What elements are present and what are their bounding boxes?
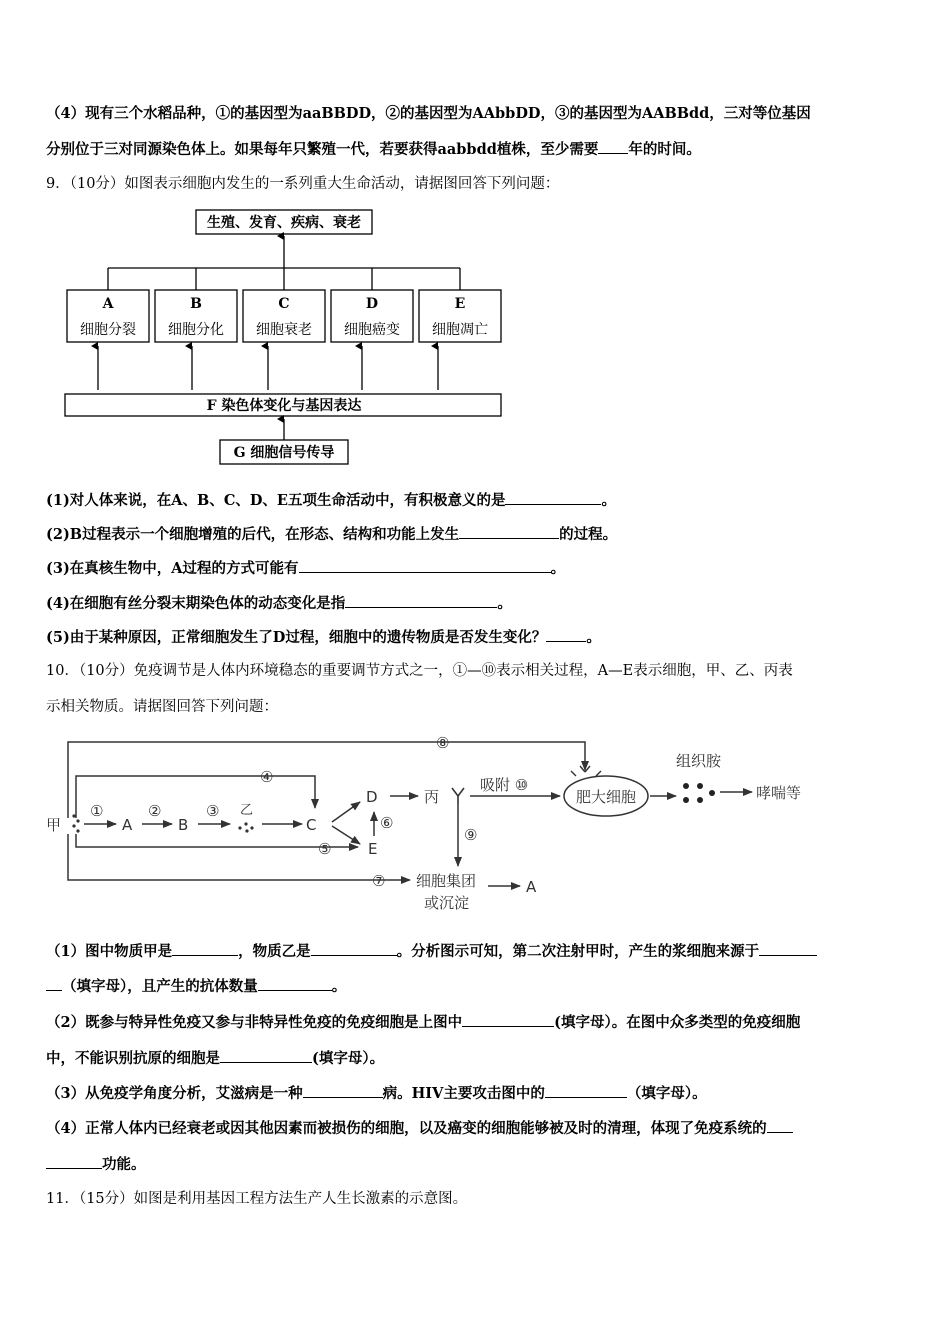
q10-sub2-text-c: 中，不能识别抗原的细胞是 [46,1050,220,1067]
box-b [155,290,237,342]
answer-blank[interactable] [545,1083,627,1098]
answer-blank[interactable] [299,558,551,573]
q9-sub4-post: 。 [497,595,512,612]
box-a [67,290,149,342]
step-7: ⑦ [372,872,386,890]
label-adsorb: 吸附 ⑩ [480,776,529,794]
substance-yi-dots [238,822,253,832]
q10-stem-line2: 示相关物质。请据图回答下列问题： [46,699,278,715]
q8-part4-line1: （4）现有三个水稻品种，①的基因型为aaBBDD，②的基因型为AAbbDD，③的基因型为AABBdd，三对等位基因 [46,105,811,122]
label-a: A [122,816,133,834]
q9-sub3-post: 。 [550,560,566,577]
answer-blank[interactable] [303,1083,383,1098]
q9-sub5-post: 。 [586,629,601,646]
label-d: D [366,788,378,806]
step-1: ① [90,802,104,820]
box-label: 细胞分化 [168,322,224,338]
q10-sub3-text-b: 病。HIV主要攻击图中的 [382,1085,545,1102]
box-label: 细胞分裂 [80,322,136,338]
q10-stem-line1: 10．（10分）免疫调节是人体内环境稳态的重要调节方式之一，①—⑩表示相关过程，A—E表示细胞，甲、乙、丙表 [46,663,793,679]
q9-sub5-text: (5)由于某种原因，正常细胞发生了D过程，细胞中的遗传物质是否发生变化？ [46,629,547,646]
answer-blank[interactable] [598,139,628,154]
q9-sub4 [46,593,512,614]
box-letter: B [190,296,202,312]
q10-immune-diagram [40,728,840,918]
answer-blank[interactable] [220,1048,312,1063]
q10-sub3 [46,1083,707,1104]
answer-blank[interactable] [258,976,332,991]
step-8: ⑧ [436,734,450,752]
step-3: ③ [206,802,220,820]
box-label: 细胞癌变 [344,322,400,338]
q10-sub1-text-e: 。 [331,978,347,995]
antibody-icon [452,788,464,804]
step-2: ② [148,802,162,820]
q9-sub4-text: (4)在细胞有丝分裂末期染色体的动态变化是指 [46,595,346,612]
box-label: 细胞凋亡 [432,322,488,338]
q8-part4-post: 年的时间。 [628,141,701,158]
box-label: 细胞衰老 [256,322,312,338]
q10-sub1-line1 [46,941,817,962]
q8-part4-pre: 分别位于三对同源染色体上。如果每年只繁殖一代，若要获得aabbdd植株，至少需要 [46,141,599,158]
q10-sub4-text-a: （4）正常人体内已经衰老或因其他因素而被损伤的细胞，以及癌变的细胞能够被及时的清理，体现了免疫系统的 [46,1120,767,1137]
answer-blank[interactable] [172,941,238,956]
q10-sub3-text-a: （3）从免疫学角度分析，艾滋病是一种 [46,1085,303,1102]
q9-sub2-post: 的过程。 [559,526,618,543]
step-9: ⑨ [464,826,478,844]
q10-sub2-line2 [46,1048,384,1069]
receptor-icon [571,766,601,776]
answer-blank[interactable] [311,941,397,956]
step-4: ④ [260,768,274,786]
box-c [243,290,325,342]
q10-sub2-text-d: (填字母）。 [312,1050,385,1067]
step-5: ⑤ [318,840,332,858]
label-c: C [306,816,317,834]
q10-sub1-text-d: （填字母），且产生的抗体数量 [62,978,258,995]
label-cluster-2: 或沉淀 [424,894,470,912]
answer-blank[interactable] [46,1154,102,1169]
q10-sub1-text-a: （1）图中物质甲是 [46,943,173,960]
box-letter: A [102,296,114,312]
label-jia: 甲 [46,816,62,834]
q10-sub2-text-b: (填字母）。在图中众多类型的免疫细胞 [554,1014,801,1031]
answer-blank[interactable] [759,941,817,956]
q10-sub2-line1 [46,1012,800,1033]
answer-blank[interactable] [459,524,559,539]
box-letter: E [454,296,466,312]
g-box-label: G 细胞信号传导 [233,445,335,461]
q10-sub4-text-b: 功能。 [102,1156,146,1173]
box-letter: C [278,296,290,312]
q9-sub3-text: (3)在真核生物中，A过程的方式可能有 [46,560,299,577]
label-e: E [368,840,378,858]
step-6: ⑥ [380,814,394,832]
answer-blank[interactable] [767,1118,793,1133]
q9-sub5 [46,627,601,648]
box-letter: D [365,296,379,312]
label-asthma: 哮喘等 [756,784,802,802]
q10-sub1-line2 [46,976,346,997]
q9-stem: 9．（10分）如图表示细胞内发生的一系列重大生命活动，请据图回答下列问题： [46,176,560,192]
q9-sub2-text: (2)B过程表示一个细胞增殖的后代，在形态、结构和功能上发生 [46,526,460,543]
mast-cell-label: 肥大细胞 [575,788,637,806]
answer-blank[interactable] [462,1012,554,1027]
q9-sub2 [46,524,617,545]
q10-sub4-line2 [46,1154,146,1175]
q10-sub1-text-c: 。分析图示可知，第二次注射甲时，产生的浆细胞来源于 [396,943,760,960]
q10-sub3-text-c: （填字母）。 [626,1085,707,1102]
q10-sub2-text-a: （2）既参与特异性免疫又参与非特异性免疫的免疫细胞是上图中 [46,1014,463,1031]
q11-stem: 11．（15分）如图是利用基因工程方法生产人生长激素的示意图。 [46,1191,468,1207]
label-b: B [178,816,189,834]
q9-sub1-text: (1)对人体来说，在A、B、C、D、E五项生命活动中，有积极意义的是 [46,492,506,509]
f-box-label: F 染色体变化与基因表达 [206,398,362,414]
box-d [331,290,413,342]
label-bing: 丙 [424,788,440,806]
label-histamine: 组织胺 [676,752,722,770]
box-e [419,290,501,342]
q9-life-activities-diagram [60,200,510,470]
answer-blank[interactable] [46,976,62,991]
answer-blank[interactable] [345,593,497,608]
answer-blank[interactable] [546,627,586,642]
q10-sub1-text-b: ，物质乙是 [238,943,311,960]
q10-sub4-line1 [46,1118,793,1139]
histamine-dots [683,783,715,803]
top-box-label: 生殖、发育、疾病、衰老 [207,215,361,231]
label-a-end: A [526,878,537,896]
q8-part4-line2 [46,139,701,160]
label-yi: 乙 [240,803,254,818]
q9-sub3 [46,558,565,579]
q9-sub1 [46,490,616,511]
answer-blank[interactable] [505,490,601,505]
q9-sub1-post: 。 [601,492,616,509]
label-cluster-1: 细胞集团 [416,872,477,890]
